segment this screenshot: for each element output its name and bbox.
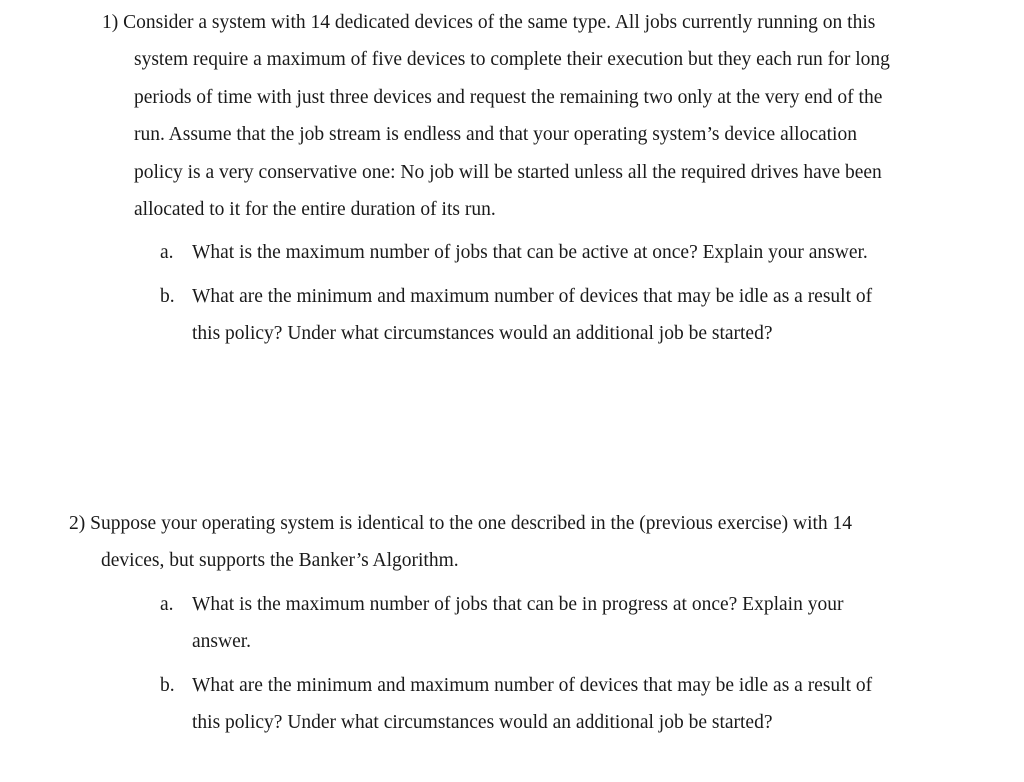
part-text: What are the minimum and maximum number of devices that may be idle as a result of this policy? Under what circumstances would an additional job be started? bbox=[192, 285, 873, 345]
part-text: What are the minimum and maximum number of devices that may be idle as a result of this policy? Under what circumstances would an additional job be started? bbox=[192, 674, 873, 734]
question-1-part-b bbox=[102, 278, 907, 353]
part-marker: a. bbox=[160, 242, 174, 264]
question-1-part-a bbox=[102, 234, 907, 271]
part-text: What is the maximum number of jobs that can be active at once? Explain your answer. bbox=[192, 242, 868, 264]
question-2 bbox=[69, 505, 919, 741]
question-1-subparts bbox=[102, 234, 907, 352]
question-2-subparts bbox=[69, 586, 919, 742]
part-marker: a. bbox=[160, 593, 174, 615]
question-2-part-a bbox=[69, 586, 919, 661]
part-marker: b. bbox=[160, 285, 175, 307]
question-1 bbox=[102, 4, 907, 353]
part-text: What is the maximum number of jobs that can be in progress at once? Explain your answer. bbox=[192, 593, 844, 653]
part-marker: b. bbox=[160, 674, 175, 696]
question-1-text: 1) Consider a system with 14 dedicated devices of the same type. All jobs currently running on this system require a maximum of five devices to complete their execution but they each run for long periods of time with just three devices and request the remaining two only at the very end of the run. Assume that the job stream is endless and that your operating system’s device allocation policy is a very conservative one: No job will be started unless all the required drives have been allocated to it for the entire duration of its run. bbox=[102, 12, 890, 221]
question-2-part-b bbox=[69, 667, 919, 742]
question-2-text: 2) Suppose your operating system is identical to the one described in the (previous exercise) with 14 devices, but supports the Banker’s Algorithm. bbox=[69, 513, 853, 572]
